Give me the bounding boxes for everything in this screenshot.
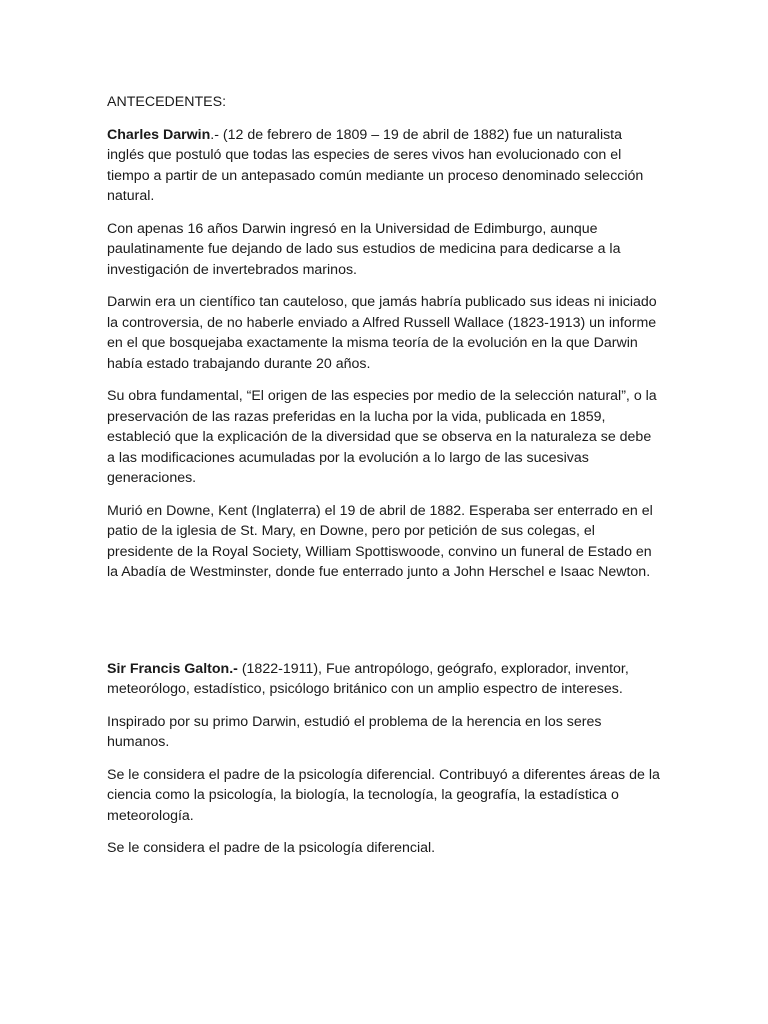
galton-intro-paragraph bbox=[107, 659, 663, 700]
galton-paragraph-2: Se le considera el padre de la psicología diferencial. Contribuyó a diferentes áreas de la ciencia como la psicología, la biología, la tecnología, la geografía, la estadística o meteorología. bbox=[107, 766, 660, 824]
darwin-paragraph-3: Su obra fundamental, “El origen de las especies por medio de la selección natural”, o la preservación de las razas preferidas en la lucha por la vida, publicada en 1859, estableció que la explicación de la diversidad que se observa en la naturaleza se debe a las modificaciones acumuladas por la evolución a lo largo de las sucesivas generaciones. bbox=[107, 388, 657, 486]
darwin-paragraph-1: Con apenas 16 años Darwin ingresó en la Universidad de Edimburgo, aunque paulatinamente fue dejando de lado sus estudios de medicina para dedicarse a la investigación de invertebrados marinos. bbox=[107, 220, 621, 278]
section-spacer bbox=[107, 595, 663, 659]
darwin-paragraph-4: Murió en Downe, Kent (Inglaterra) el 19 de abril de 1882. Esperaba ser enterrado en el patio de la iglesia de St. Mary, en Downe, pero por petición de sus colegas, el presidente de la Royal Society, William Spottiswoode, convino un funeral de Estado en la Abadía de Westminster, donde fue enterrado junto a John Herschel e Isaac Newton. bbox=[107, 502, 653, 580]
darwin-name: Charles Darwin bbox=[107, 126, 211, 143]
galton-name: Sir Francis Galton.- bbox=[107, 660, 238, 677]
darwin-paragraph-2: Darwin era un científico tan cauteloso, que jamás habría publicado sus ideas ni iniciado la controversia, de no haberle enviado a Alfred Russell Wallace (1823-1913) un informe en el que bosquejaba exactamente la misma teoría de la evolución en la que Darwin había estado trabajando durante 20 años. bbox=[107, 294, 657, 372]
darwin-intro-text: .- (12 de febrero de 1809 – 19 de abril de 1882) fue un naturalista inglés que postuló que todas las especies de seres vivos han evolucionado con el tiempo a partir de un antepasado común mediante un proceso denominado selección natural. bbox=[107, 126, 644, 204]
galton-paragraph-1: Inspirado por su primo Darwin, estudió el problema de la herencia en los seres humanos. bbox=[107, 713, 602, 750]
darwin-intro-paragraph bbox=[107, 125, 663, 207]
galton-paragraph-3: Se le considera el padre de la psicología diferencial. bbox=[107, 840, 436, 856]
document-page bbox=[107, 92, 663, 871]
section-heading: ANTECEDENTES: bbox=[107, 94, 227, 110]
galton-intro-text: (1822-1911), Fue antropólogo, geógrafo, explorador, inventor, meteorólogo, estadístico, psicólogo británico con un amplio espectro de intereses. bbox=[107, 660, 629, 697]
